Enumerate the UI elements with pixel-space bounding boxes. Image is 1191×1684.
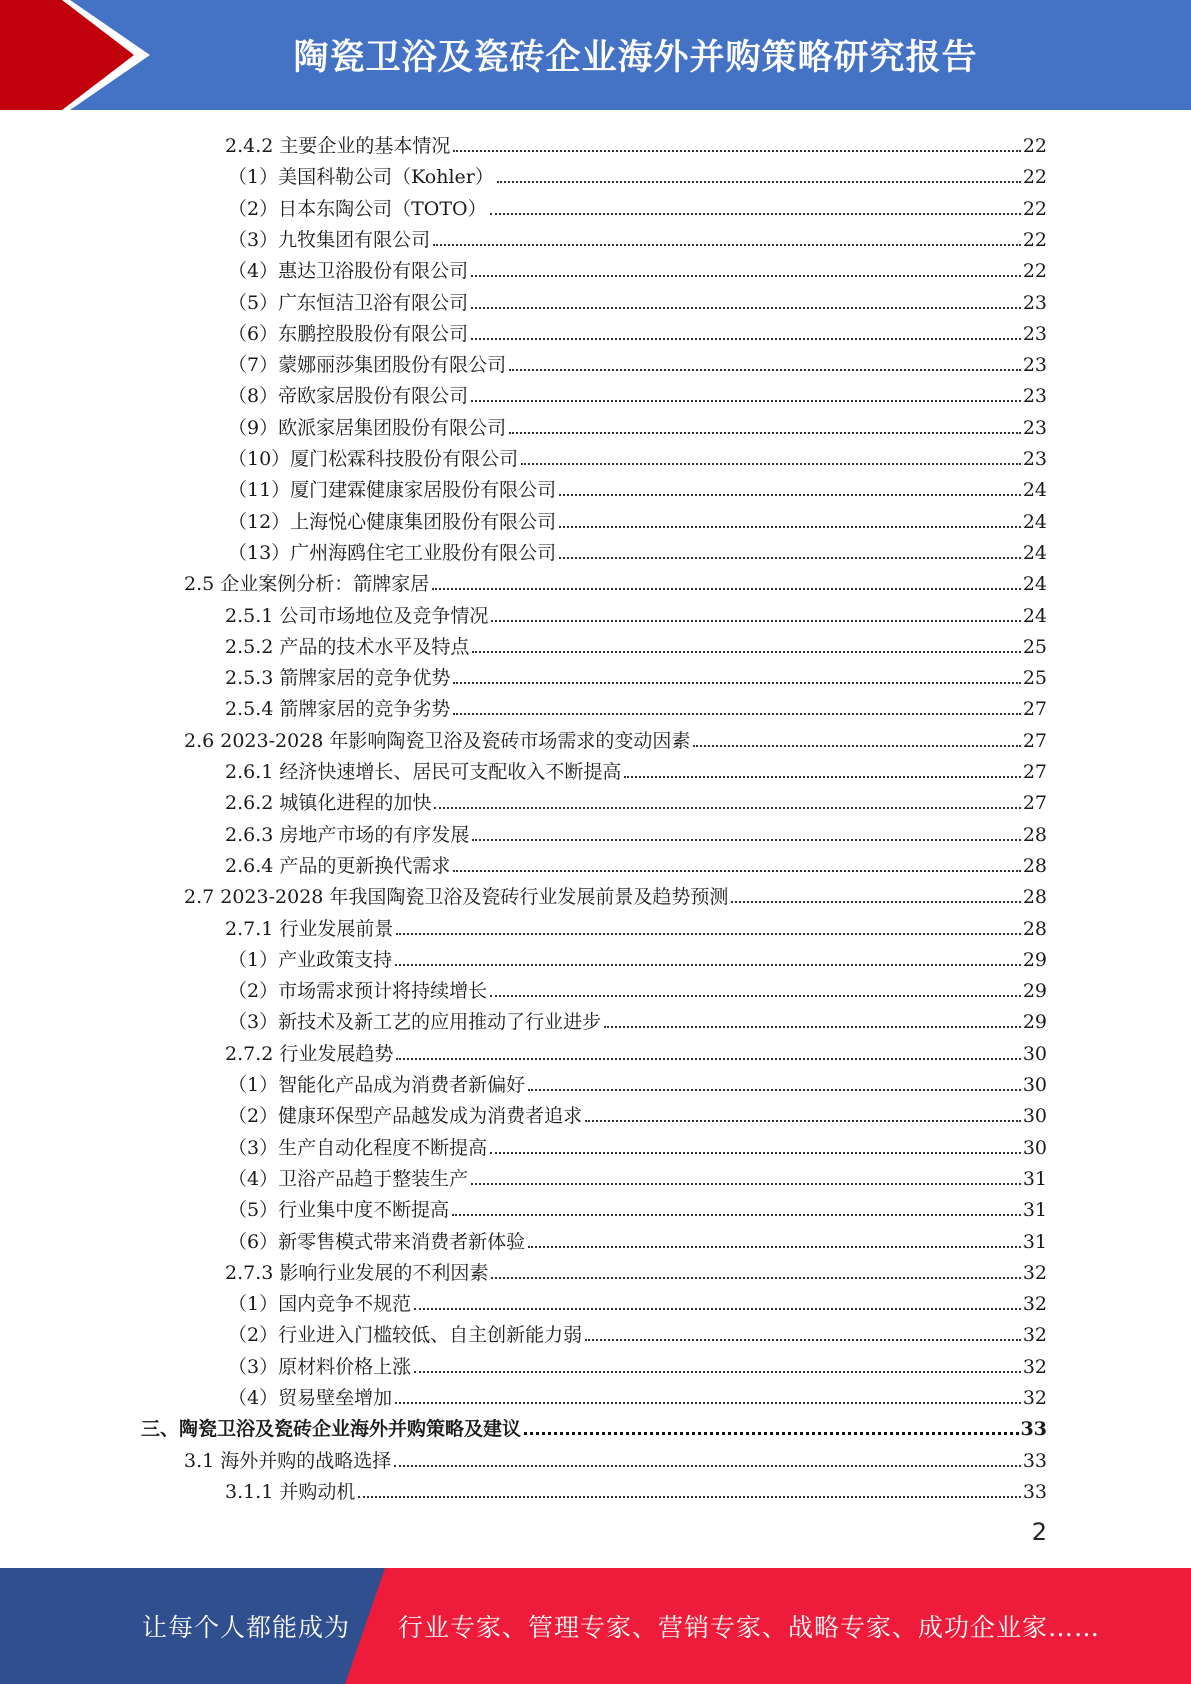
toc-entry-label: （4）贸易壁垒增加 — [228, 1387, 393, 1409]
toc-leader-dots — [604, 1026, 1021, 1028]
toc-leader-dots — [358, 1496, 1020, 1498]
toc-entry-page: 33 — [1022, 1480, 1047, 1503]
toc-entry-page: 23 — [1022, 354, 1047, 377]
toc-entry-label: （1）智能化产品成为消费者新偏好 — [228, 1074, 526, 1096]
toc-entry[interactable] — [228, 222, 1047, 252]
toc-entry-page: 24 — [1022, 510, 1047, 533]
toc-leader-dots — [528, 1246, 1021, 1248]
toc-entry[interactable] — [225, 1474, 1047, 1504]
toc-entry-label: 2.5 企业案例分析：箭牌家居 — [184, 573, 430, 596]
toc-leader-dots — [490, 995, 1021, 997]
header-red-chevron-icon — [0, 0, 150, 110]
toc-entry[interactable] — [228, 1317, 1047, 1347]
toc-entry-page: 22 — [1022, 228, 1047, 251]
toc-leader-dots — [490, 1152, 1021, 1154]
toc-leader-dots — [491, 620, 1020, 622]
toc-leader-dots — [559, 557, 1021, 559]
toc-entry[interactable] — [184, 566, 1047, 596]
toc-leader-dots — [471, 400, 1021, 402]
toc-entry-label: （2）健康环保型产品越发成为消费者追求 — [228, 1105, 583, 1128]
toc-leader-dots — [624, 776, 1020, 778]
page-footer — [0, 1568, 1191, 1684]
toc-entry-page: 32 — [1022, 1387, 1047, 1409]
toc-entry[interactable] — [225, 660, 1047, 690]
toc-entry-page: 29 — [1022, 1011, 1047, 1034]
toc-entry-label: （2）市场需求预计将持续增长 — [228, 980, 488, 1003]
toc-leader-dots — [471, 275, 1021, 277]
toc-entry-label: （3）新技术及新工艺的应用推动了行业进步 — [228, 1011, 602, 1034]
toc-entry-page: 22 — [1022, 260, 1047, 283]
toc-entry-page: 32 — [1022, 1261, 1047, 1284]
toc-entry-label: 2.7.3 影响行业发展的不利因素 — [225, 1261, 489, 1284]
toc-entry[interactable] — [225, 1036, 1047, 1066]
toc-leader-dots — [731, 901, 1020, 903]
toc-entry-page: 23 — [1022, 291, 1047, 314]
toc-entry-page: 24 — [1022, 573, 1047, 596]
toc-entry-page: 30 — [1022, 1105, 1047, 1128]
toc-entry[interactable] — [228, 1067, 1047, 1097]
toc-entry-label: 2.6 2023-2028 年影响陶瓷卫浴及瓷砖市场需求的变动因素 — [184, 729, 691, 752]
toc-entry[interactable] — [228, 1004, 1047, 1034]
toc-entry[interactable] — [225, 629, 1047, 659]
page-number: 2 — [1031, 1518, 1047, 1546]
toc-entry-label: 2.6.4 产品的更新换代需求 — [225, 854, 451, 877]
toc-entry-label: 2.5.3 箭牌家居的竞争优势 — [225, 667, 451, 690]
toc-entry-label: （4）卫浴产品趋于整装生产 — [228, 1167, 469, 1190]
toc-leader-dots — [559, 494, 1021, 496]
toc-entry-label: 2.6.1 经济快速增长、居民可支配收入不断提高 — [225, 761, 622, 783]
toc-entry[interactable] — [225, 1255, 1047, 1285]
toc-entry-page: 33 — [1020, 1418, 1047, 1441]
toc-leader-dots — [585, 1120, 1021, 1122]
toc-leader-dots — [693, 745, 1020, 747]
toc-entry[interactable] — [228, 159, 1047, 189]
toc-entry-page: 29 — [1022, 948, 1047, 971]
toc-entry[interactable] — [228, 504, 1047, 534]
toc-entry[interactable] — [228, 1349, 1047, 1379]
toc-leader-dots — [472, 839, 1020, 841]
toc-leader-dots — [394, 1465, 1021, 1467]
toc-leader-dots — [472, 651, 1020, 653]
toc-entry-label: 三、陶瓷卫浴及瓷砖企业海外并购策略及建议 — [141, 1418, 522, 1441]
toc-entry-label: （6）新零售模式带来消费者新体验 — [228, 1230, 526, 1253]
toc-entry[interactable] — [228, 1161, 1047, 1191]
toc-leader-dots — [452, 1214, 1021, 1216]
toc-entry-label: （9）欧派家居集团股份有限公司 — [228, 416, 507, 439]
toc-entry-label: （8）帝欧家居股份有限公司 — [228, 385, 469, 408]
toc-leader-dots — [434, 807, 1020, 809]
toc-entry[interactable] — [228, 973, 1047, 1003]
toc-entry-label: （6）东鹏控股股份有限公司 — [228, 322, 469, 345]
footer-slogan-right: 行业专家、管理专家、营销专家、战略专家、成功企业家…… — [398, 1613, 1101, 1642]
toc-entry-page: 32 — [1022, 1355, 1047, 1378]
toc-entry-page: 30 — [1022, 1042, 1047, 1065]
toc-entry[interactable] — [228, 347, 1047, 377]
toc-entry[interactable] — [225, 128, 1047, 158]
toc-entry-page: 27 — [1022, 698, 1047, 721]
toc-leader-dots — [521, 463, 1021, 465]
toc-leader-dots — [509, 432, 1021, 434]
toc-leader-dots — [471, 1183, 1021, 1185]
toc-entry[interactable] — [228, 472, 1047, 502]
toc-entry-page: 24 — [1022, 604, 1047, 627]
toc-entry-page: 22 — [1022, 166, 1047, 189]
toc-leader-dots — [528, 1089, 1021, 1091]
toc-entry-page: 31 — [1022, 1230, 1047, 1253]
toc-entry-label: 2.7.2 行业发展趋势 — [225, 1042, 394, 1065]
toc-entry-page: 28 — [1022, 854, 1047, 877]
toc-entry-label: 3.1 海外并购的战略选择 — [184, 1449, 392, 1472]
toc-entry-label: （4）惠达卫浴股份有限公司 — [228, 260, 469, 283]
toc-leader-dots — [453, 150, 1020, 152]
toc-entry-page: 32 — [1022, 1324, 1047, 1347]
toc-leader-dots — [453, 713, 1020, 715]
toc-leader-dots — [524, 1432, 1019, 1435]
toc-leader-dots — [490, 213, 1021, 215]
toc-entry-label: （1）产业政策支持 — [228, 948, 393, 971]
toc-entry-label: （5）行业集中度不断提高 — [228, 1199, 450, 1222]
toc-entry-page: 24 — [1022, 479, 1047, 502]
toc-entry-label: 2.6.2 城镇化进程的加快 — [225, 792, 432, 815]
toc-entry[interactable] — [225, 848, 1047, 878]
toc-entry-page: 28 — [1022, 917, 1047, 940]
toc-leader-dots — [559, 526, 1021, 528]
toc-entry-page: 30 — [1022, 1136, 1047, 1159]
toc-entry-page: 22 — [1022, 197, 1047, 220]
toc-entry-page: 23 — [1022, 416, 1047, 439]
toc-entry[interactable] — [225, 754, 1047, 784]
toc-entry-label: 2.4.2 主要企业的基本情况 — [225, 135, 451, 157]
toc-leader-dots — [471, 307, 1021, 309]
toc-entry-page: 27 — [1022, 729, 1047, 752]
toc-entry-page: 22 — [1022, 135, 1047, 157]
toc-entry-label: （1）国内竞争不规范 — [228, 1293, 412, 1316]
toc-entry-label: 2.7.1 行业发展前景 — [225, 917, 394, 940]
toc-entry-label: （2）日本东陶公司（TOTO） — [228, 197, 487, 220]
toc-entry-label: 2.5.4 箭牌家居的竞争劣势 — [225, 698, 451, 721]
toc-entry-label: （3）生产自动化程度不断提高 — [228, 1136, 488, 1159]
toc-entry-page: 23 — [1022, 448, 1047, 470]
toc-leader-dots — [414, 1308, 1021, 1310]
toc-entry[interactable] — [228, 378, 1047, 408]
toc-leader-dots — [453, 870, 1020, 872]
toc-entry-label: 2.6.3 房地产市场的有序发展 — [225, 823, 470, 846]
toc-entry[interactable] — [228, 410, 1047, 440]
toc-leader-dots — [497, 181, 1021, 183]
toc-entry-page: 33 — [1022, 1449, 1047, 1472]
toc-entry-page: 24 — [1022, 541, 1047, 564]
toc-leader-dots — [395, 964, 1021, 966]
toc-entry-page: 29 — [1022, 980, 1047, 1003]
toc-entry-label: （3）原材料价格上涨 — [228, 1355, 412, 1378]
toc-entry-label: （12）上海悦心健康集团股份有限公司 — [228, 510, 557, 533]
toc-entry[interactable] — [184, 723, 1047, 753]
toc-entry-page: 25 — [1022, 635, 1047, 658]
toc-entry-page: 30 — [1022, 1074, 1047, 1096]
toc-entry-page: 23 — [1022, 322, 1047, 345]
toc-entry[interactable] — [228, 942, 1047, 972]
toc-entry-page: 28 — [1022, 823, 1047, 846]
toc-leader-dots — [432, 588, 1021, 590]
document-title: 陶瓷卫浴及瓷砖企业海外并购策略研究报告 — [293, 38, 978, 78]
toc-entry[interactable] — [228, 191, 1047, 221]
toc-leader-dots — [585, 1339, 1021, 1341]
toc-leader-dots — [433, 244, 1021, 246]
toc-leader-dots — [396, 1058, 1020, 1060]
toc-entry[interactable] — [228, 1224, 1047, 1254]
toc-entry-label: 2.5.1 公司市场地位及竞争情况 — [225, 604, 489, 627]
toc-entry-label: 3.1.1 并购动机 — [225, 1480, 356, 1503]
footer-slogan-left: 让每个人都能成为 — [142, 1613, 351, 1642]
toc-entry[interactable] — [225, 598, 1047, 628]
toc-entry-page: 27 — [1022, 761, 1047, 783]
toc-leader-dots — [395, 1402, 1021, 1404]
toc-entry[interactable] — [225, 785, 1047, 815]
toc-leader-dots — [509, 369, 1021, 371]
toc-entry-label: 2.7 2023-2028 年我国陶瓷卫浴及瓷砖行业发展前景及趋势预测 — [184, 886, 729, 909]
toc-entry-label: （13）广州海鸥住宅工业股份有限公司 — [228, 541, 557, 564]
toc-entry[interactable] — [225, 817, 1047, 847]
toc-entry-label: （2）行业进入门槛较低、自主创新能力弱 — [228, 1324, 583, 1347]
toc-entry[interactable] — [228, 1192, 1047, 1222]
toc-entry-page: 23 — [1022, 385, 1047, 408]
toc-entry-page: 32 — [1022, 1293, 1047, 1316]
toc-entry-page: 27 — [1022, 792, 1047, 815]
toc-entry[interactable] — [141, 1411, 1047, 1441]
toc-entry[interactable] — [184, 1443, 1047, 1473]
toc-entry-page: 31 — [1022, 1199, 1047, 1222]
toc-entry[interactable] — [228, 253, 1047, 283]
toc-leader-dots — [414, 1371, 1021, 1373]
toc-leader-dots — [453, 682, 1020, 684]
toc-entry-label: （3）九牧集团有限公司 — [228, 228, 431, 251]
toc-entry[interactable] — [228, 316, 1047, 346]
toc-entry-label: 2.5.2 产品的技术水平及特点 — [225, 635, 470, 658]
toc-entry[interactable] — [228, 1098, 1047, 1128]
toc-entry[interactable] — [228, 1130, 1047, 1160]
toc-entry[interactable] — [228, 285, 1047, 315]
toc-leader-dots — [491, 1277, 1020, 1279]
toc-entry-label: （10）厦门松霖科技股份有限公司 — [228, 448, 519, 470]
toc-entry[interactable] — [225, 691, 1047, 721]
toc-leader-dots — [396, 933, 1020, 935]
toc-entry-page: 25 — [1022, 667, 1047, 690]
toc-entry-page: 31 — [1022, 1167, 1047, 1190]
toc-entry-label: （5）广东恒洁卫浴有限公司 — [228, 291, 469, 314]
page-header — [0, 0, 1191, 110]
toc-entry[interactable] — [228, 1380, 1047, 1410]
toc-entry[interactable] — [228, 441, 1047, 471]
toc-leader-dots — [471, 338, 1021, 340]
toc-entry-label: （11）厦门建霖健康家居股份有限公司 — [228, 479, 557, 502]
toc-entry[interactable] — [228, 535, 1047, 565]
toc-entry[interactable] — [225, 911, 1047, 941]
toc-entry[interactable] — [228, 1286, 1047, 1316]
toc-entry-page: 28 — [1022, 886, 1047, 909]
toc-entry-label: （1）美国科勒公司（Kohler） — [228, 166, 494, 189]
toc-entry[interactable] — [184, 879, 1047, 909]
toc-entry-label: （7）蒙娜丽莎集团股份有限公司 — [228, 354, 507, 377]
